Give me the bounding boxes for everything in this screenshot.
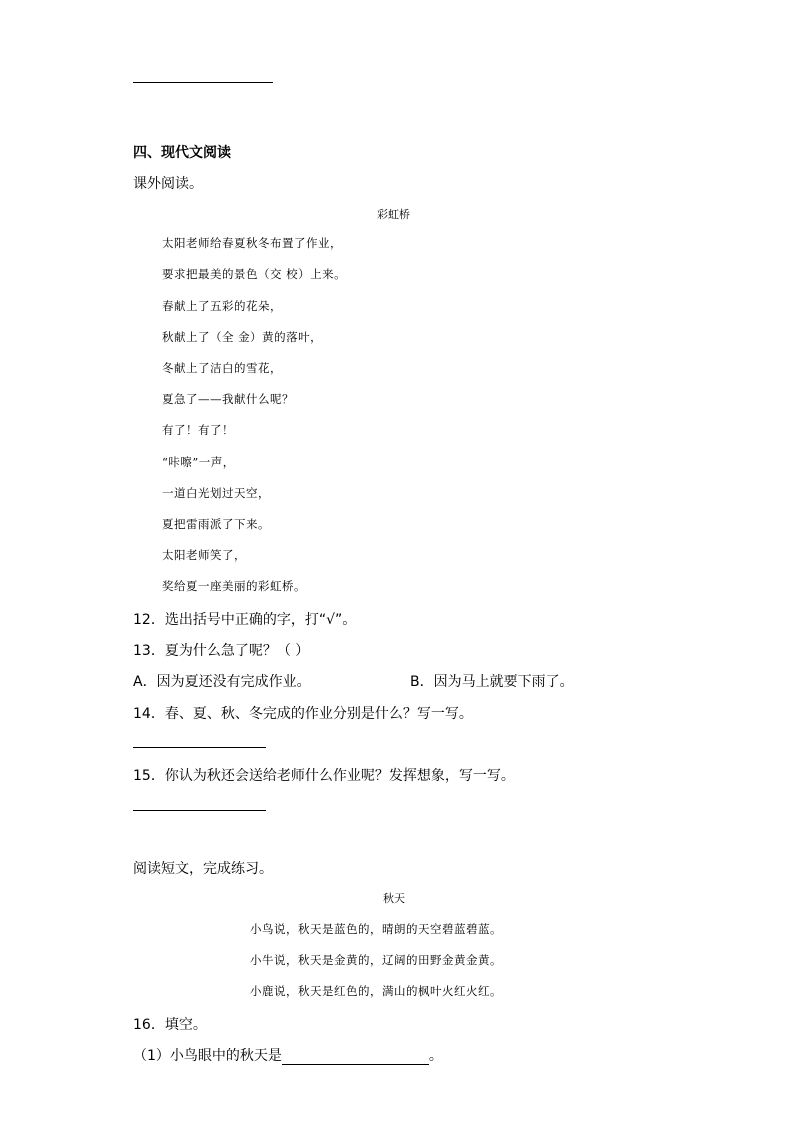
poem-line: 有了！有了！ xyxy=(162,423,234,437)
poem-line: 奖给夏一座美丽的彩虹桥。 xyxy=(162,579,306,593)
poem-line: 夏急了——我献什么呢？ xyxy=(162,392,294,406)
question-15: 15．你认为秋还会送给老师什么作业呢？发挥想象，写一写。 xyxy=(133,768,515,784)
question-16-sub1 xyxy=(133,1045,443,1065)
answer-blank-16-1[interactable] xyxy=(282,1050,429,1065)
passage1-intro: 课外阅读。 xyxy=(133,176,203,192)
passage1-title: 彩虹桥 xyxy=(377,208,410,221)
poem-line: 春献上了五彩的花朵， xyxy=(162,299,282,313)
poem-line: 要求把最美的景色（交 校）上来。 xyxy=(162,267,347,281)
poem-line: “咔嚓”一声， xyxy=(162,455,235,469)
poem-line: 小鸟说，秋天是蓝色的，晴朗的天空碧蓝碧蓝。 xyxy=(250,922,502,936)
poem-line: 太阳老师给春夏秋冬布置了作业， xyxy=(162,236,342,250)
question-13-option-b[interactable]: B．因为马上就要下雨了。 xyxy=(410,674,574,690)
question-14: 14．春、夏、秋、冬完成的作业分别是什么？写一写。 xyxy=(133,706,473,722)
poem-line: 秋献上了（全 金）黄的落叶， xyxy=(162,330,323,344)
section-title: 四、现代文阅读 xyxy=(133,145,231,161)
question-13-option-a[interactable]: A．因为夏还没有完成作业。 xyxy=(133,674,311,690)
passage2-intro: 阅读短文，完成练习。 xyxy=(133,861,273,877)
question-12: 12．选出括号中正确的字，打“√”。 xyxy=(133,612,357,628)
answer-line-top xyxy=(133,82,273,83)
poem-line: 太阳老师笑了， xyxy=(162,548,246,562)
poem-line: 小鹿说，秋天是红色的，满山的枫叶火红火红。 xyxy=(250,984,502,998)
poem-line: 小牛说，秋天是金黄的，辽阔的田野金黄金黄。 xyxy=(250,953,502,967)
question-16: 16．填空。 xyxy=(133,1017,207,1033)
passage2-title: 秋天 xyxy=(383,892,405,905)
answer-line-14[interactable] xyxy=(133,747,266,748)
poem-line: 一道白光划过天空， xyxy=(162,486,270,500)
question-16-sub1-suffix: 。 xyxy=(428,1048,443,1064)
answer-line-15[interactable] xyxy=(133,810,266,811)
question-16-sub1-prefix: （1）小鸟眼中的秋天是 xyxy=(133,1048,282,1064)
poem-line: 冬献上了洁白的雪花， xyxy=(162,361,282,375)
question-13: 13．夏为什么急了呢？（ ） xyxy=(133,643,310,659)
poem-line: 夏把雷雨派了下来。 xyxy=(162,517,270,531)
